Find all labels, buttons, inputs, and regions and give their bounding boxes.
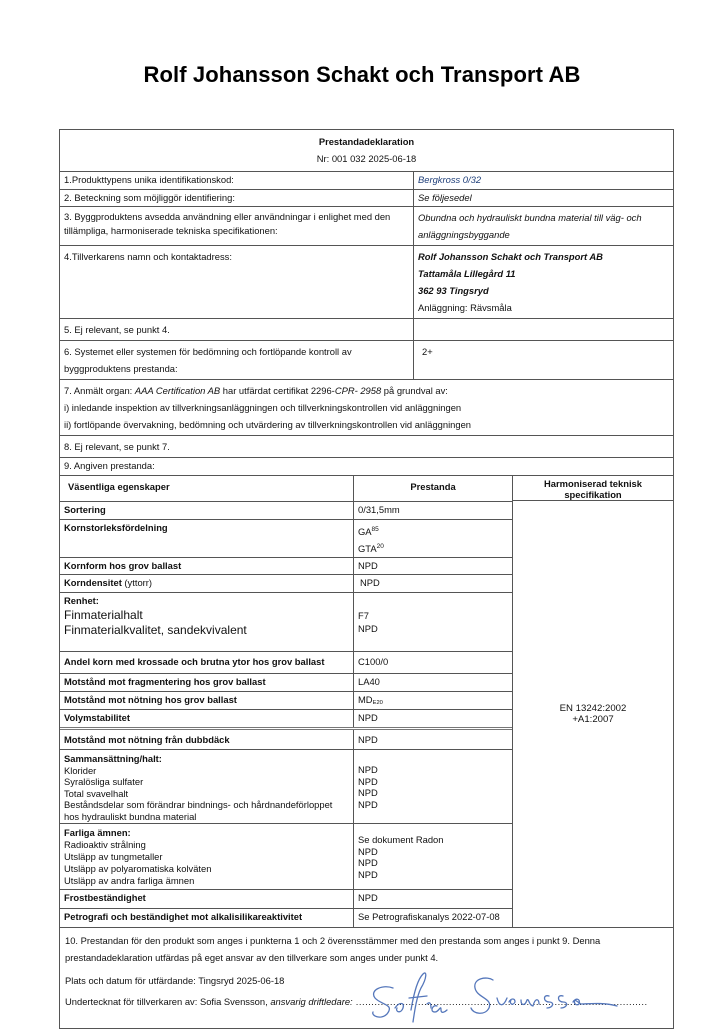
item-1-row — [60, 172, 673, 190]
perf-row-renhet: Renhet: Finmaterialhalt Finmaterialkvalitet, sandekvivalent F7 NPD — [60, 593, 512, 652]
item-7-line-1: i) inledande inspektion av tillverkningsanläggningen och tillverkningskontrollen vid anläggningen — [64, 402, 462, 414]
perf-row-farliga: Farliga ämnen: Radioaktiv strålning Utsläpp av tungmetaller Utsläpp av polyaromatiska kolväten Utsläpp av andra farliga ämnen Se dokument Radon NPD NPD NPD — [60, 824, 512, 890]
item-3-value: Obundna och hydrauliskt bundna material till väg- och anläggningsbyggande — [418, 212, 642, 241]
item-1-label: 1.Produkttypens unika identifikationskod: — [60, 172, 414, 189]
item-7-line-2: ii) fortlöpande övervakning, bedömning och utvärdering av tillverkningskontrollen vid anläggningen — [64, 419, 472, 431]
declaration-header — [60, 130, 673, 172]
item-6-label: 6. Systemet eller systemen för bedömning och fortlöpande kontroll av byggproduktens prestanda: — [60, 341, 414, 379]
perf-row-kornstorlek: Kornstorleksfördelning GA$^{85}$ GTA$^{20}$ — [60, 520, 512, 558]
item-7-row — [60, 380, 673, 436]
manufacturer-name: Rolf Johansson Schakt och Transport AB — [418, 251, 603, 263]
declaration-heading: Prestandadeklaration — [318, 136, 415, 147]
item-8-label: 8. Ej relevant, se punkt 7. — [64, 441, 170, 453]
notified-body-line: 7. Anmält organ: AAA Certification AB har utfärdat certifikat 2296-CPR- 2958 på grundval av: — [64, 385, 448, 397]
item-4-address — [414, 246, 673, 318]
declaration-number: Nr: 001 032 2025-06-18 — [316, 153, 417, 164]
item-5-label: 5. Ej relevant, se punkt 4. — [60, 319, 414, 340]
item-9-label: 9. Angiven prestanda: — [64, 460, 155, 472]
closing-section — [60, 928, 673, 1028]
place-and-date: Plats och datum för utfärdande: Tingsryd 2025-06-18 — [65, 975, 285, 987]
harmonised-spec-value: EN 13242:2002 +A1:2007 — [559, 703, 627, 726]
manufacturer-street: Tattamåla Lillegård 11 — [418, 268, 516, 280]
perf-row-korndensitet: Korndensitet (yttorr) NPD — [60, 575, 512, 593]
item-5-row — [60, 319, 673, 341]
perf-row-frost: Frostbeständighet NPD — [60, 890, 512, 909]
harmonised-spec-column — [512, 476, 673, 927]
item-1-value: Bergkross 0/32 — [418, 174, 482, 185]
perf-row-sortering: Sortering 0/31,5mm — [60, 502, 512, 520]
item-2-value: Se följesedel — [418, 191, 472, 203]
signer-role: ansvarig driftledare: — [270, 996, 353, 1008]
header-property: Väsentliga egenskaper — [60, 476, 354, 501]
perf-row-dubbdack: Motstånd mot nötning från dubbdäck NPD — [60, 730, 512, 750]
perf-row-andel-korn: Andel korn med krossade och brutna ytor hos grov ballast C100/0 — [60, 652, 512, 674]
item-4-row — [60, 246, 673, 319]
header-performance: Prestanda — [410, 481, 456, 493]
signature-image — [365, 968, 625, 1026]
item-3-row — [60, 207, 673, 246]
item-8-row — [60, 436, 673, 458]
item-9-row — [60, 458, 673, 476]
perf-row-notning: Motstånd mot nötning hos grov ballast $MD_{E20}$ — [60, 692, 512, 710]
item-2-row — [60, 190, 673, 208]
perf-row-petrografi: Petrografi och beständighet mot alkalisilikareaktivitet Se Petrografiskanalys 2022-07-08 — [60, 909, 512, 927]
perf-row-volymstabilitet: Volymstabilitet NPD — [60, 710, 512, 730]
perf-row-kornform: Kornform hos grov ballast NPD — [60, 558, 512, 576]
company-title: Rolf Johansson Schakt och Transport AB — [143, 62, 581, 87]
manufacturer-city: 362 93 Tingsryd — [418, 285, 489, 297]
performance-table — [60, 476, 673, 928]
item-3-label: 3. Byggproduktens avsedda användning eller användningar i enlighet med den tillämpliga, harmoniserade tekniska specifikationen: — [60, 207, 414, 245]
certificate-number: CPR- 2958 — [334, 385, 382, 397]
performance-header-row — [60, 476, 512, 502]
item-6-row — [60, 341, 673, 380]
notified-body-name: AAA Certification AB — [134, 385, 221, 397]
header-spec: Harmoniserad teknisk specifikation — [513, 476, 673, 501]
item-10-statement: 10. Prestandan för den produkt som anges i punkterna 1 och 2 överensstämmer med den prestanda som anges i punkt 9. Denna prestandadeklaration utfärdas på eget ansvar av den tillverkare som anges under punkt 4. — [65, 935, 601, 964]
declaration-of-performance — [59, 129, 674, 1029]
signed-by-line: Undertecknat för tillverkaren av: Sofia Svensson, ansvarig driftledare: .............................................................................................. — [65, 996, 648, 1008]
item-2-label: 2. Beteckning som möjliggör identifiering: — [60, 190, 414, 207]
item-4-label: 4.Tillverkarens namn och kontaktadress: — [60, 246, 414, 318]
perf-row-fragmentering: Motstånd mot fragmentering hos grov ballast LA40 — [60, 674, 512, 692]
item-6-value: 2+ — [422, 346, 433, 358]
perf-row-sammansattning: Sammansättning/halt: Klorider Syralösliga sulfater Total svavelhalt Beståndsdelar som förändrar bindnings- och hårdnandeförloppet hos hydrauliskt bundna material NPD NPD NPD NPD — [60, 750, 512, 824]
manufacturer-facility: Anläggning: Rävsmåla — [418, 302, 512, 314]
